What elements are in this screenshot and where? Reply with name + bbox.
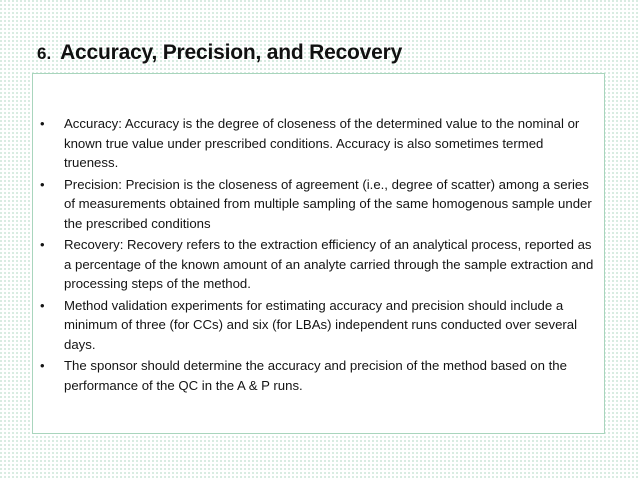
bullet-dot-icon: • bbox=[40, 358, 45, 373]
slide-title bbox=[37, 34, 402, 68]
bullet-accuracy bbox=[33, 114, 604, 173]
bullet-recovery bbox=[33, 235, 604, 294]
bullet-dot-icon: • bbox=[40, 176, 45, 192]
bullet-dot-icon: • bbox=[40, 116, 45, 131]
bullet-text: Precision: Precision is the closeness of agreement (i.e., degree of scatter) among a series of measurements obtained from multiple sampling of the same homogenous sample under the prescribed conditions bbox=[64, 176, 592, 231]
bullet-sponsor bbox=[33, 356, 604, 395]
bullet-text: Recovery: Recovery refers to the extraction efficiency of an analytical process, reported as a percentage of the known amount of an analyte carried through the sample extraction and processing steps of the method. bbox=[64, 237, 594, 291]
bullet-list bbox=[33, 114, 604, 397]
bullet-precision bbox=[33, 175, 604, 234]
bullet-text: Method validation experiments for estimating accuracy and precision should include a minimum of three (for CCs) and six (for LBAs) independent runs conducted over several days. bbox=[64, 297, 578, 352]
bullet-text: The sponsor should determine the accuracy and precision of the method based on the performance of the QC in the A & P runs. bbox=[64, 358, 567, 393]
content-box bbox=[32, 73, 605, 434]
bullet-dot-icon: • bbox=[40, 237, 45, 252]
slide-title-text: Accuracy, Precision, and Recovery bbox=[60, 41, 403, 64]
bullet-text: Accuracy: Accuracy is the degree of closeness of the determined value to the nominal or known true value under prescribed conditions. Accuracy is also sometimes termed trueness. bbox=[64, 116, 580, 170]
slide-title-number: 6. bbox=[37, 44, 52, 63]
bullet-dot-icon: • bbox=[40, 297, 45, 313]
bullet-method-validation bbox=[33, 296, 604, 355]
